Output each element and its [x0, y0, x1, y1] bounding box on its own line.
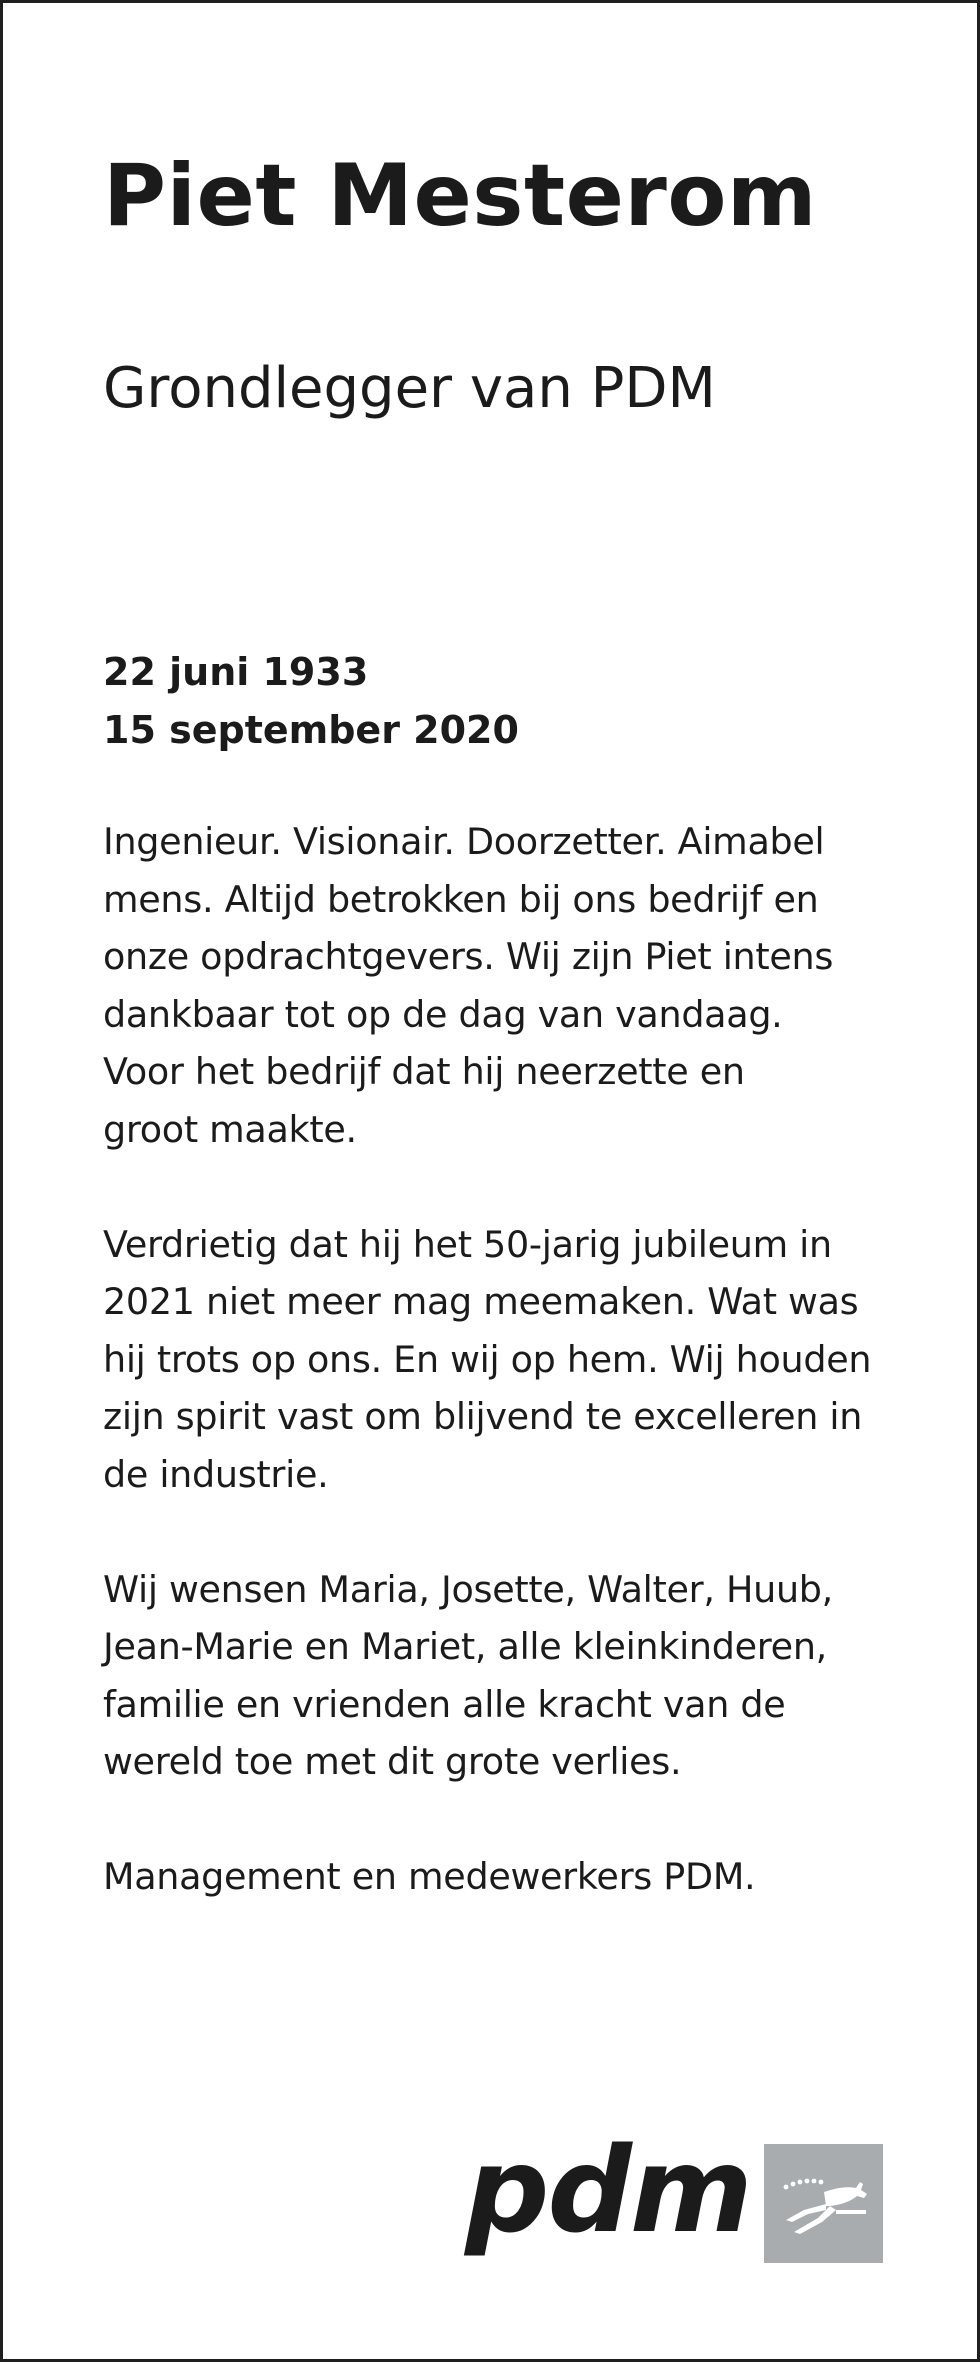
paragraph-jubilee: [103, 1216, 923, 1504]
text-line: onze opdrachtgevers. Wij zijn Piet intens: [103, 935, 834, 978]
text-line: Jean-Marie en Mariet, alle kleinkinderen,: [103, 1625, 827, 1668]
leaping-horse-icon: [764, 2144, 883, 2263]
text-line: Verdrietig dat hij het 50-jarig jubileum in: [103, 1222, 832, 1266]
pdm-wordmark: pdm: [465, 2121, 751, 2259]
death-date: 15 september 2020: [103, 708, 519, 752]
text-line: de industrie.: [103, 1452, 329, 1496]
text-line: mens. Altijd betrokken bij ons bedrijf en: [103, 877, 819, 921]
text-line: hij trots op ons. En wij op hem. Wij houden: [103, 1337, 872, 1381]
text-line: zijn spirit vast om blijvend te excelleren in: [103, 1395, 863, 1438]
deceased-name: Piet Mesterom: [103, 146, 818, 246]
notice-body: [103, 813, 923, 1906]
life-dates: [103, 643, 519, 759]
text-line: 2021 niet meer mag meemaken. Wat was: [103, 1280, 859, 1323]
text-line: Voor het bedrijf dat hij neerzette en: [103, 1050, 745, 1093]
text-line: familie en vrienden alle kracht van de: [103, 1682, 786, 1726]
text-line: Wij wensen Maria, Josette, Walter, Huub,: [103, 1567, 833, 1611]
paragraph-condolences: [103, 1561, 923, 1791]
signoff: Management en medewerkers PDM.: [103, 1855, 756, 1898]
notice-subtitle: Grondlegger van PDM: [103, 356, 716, 421]
text-line: wereld toe met dit grote verlies.: [103, 1740, 682, 1783]
birth-date: 22 juni 1933: [103, 650, 369, 694]
text-line: dankbaar tot op de dag van vandaag.: [103, 992, 783, 1036]
text-line: groot maakte.: [103, 1107, 357, 1151]
text-line: Ingenieur. Visionair. Doorzetter. Aimabel: [103, 820, 825, 863]
paragraph-tribute: [103, 813, 923, 1158]
